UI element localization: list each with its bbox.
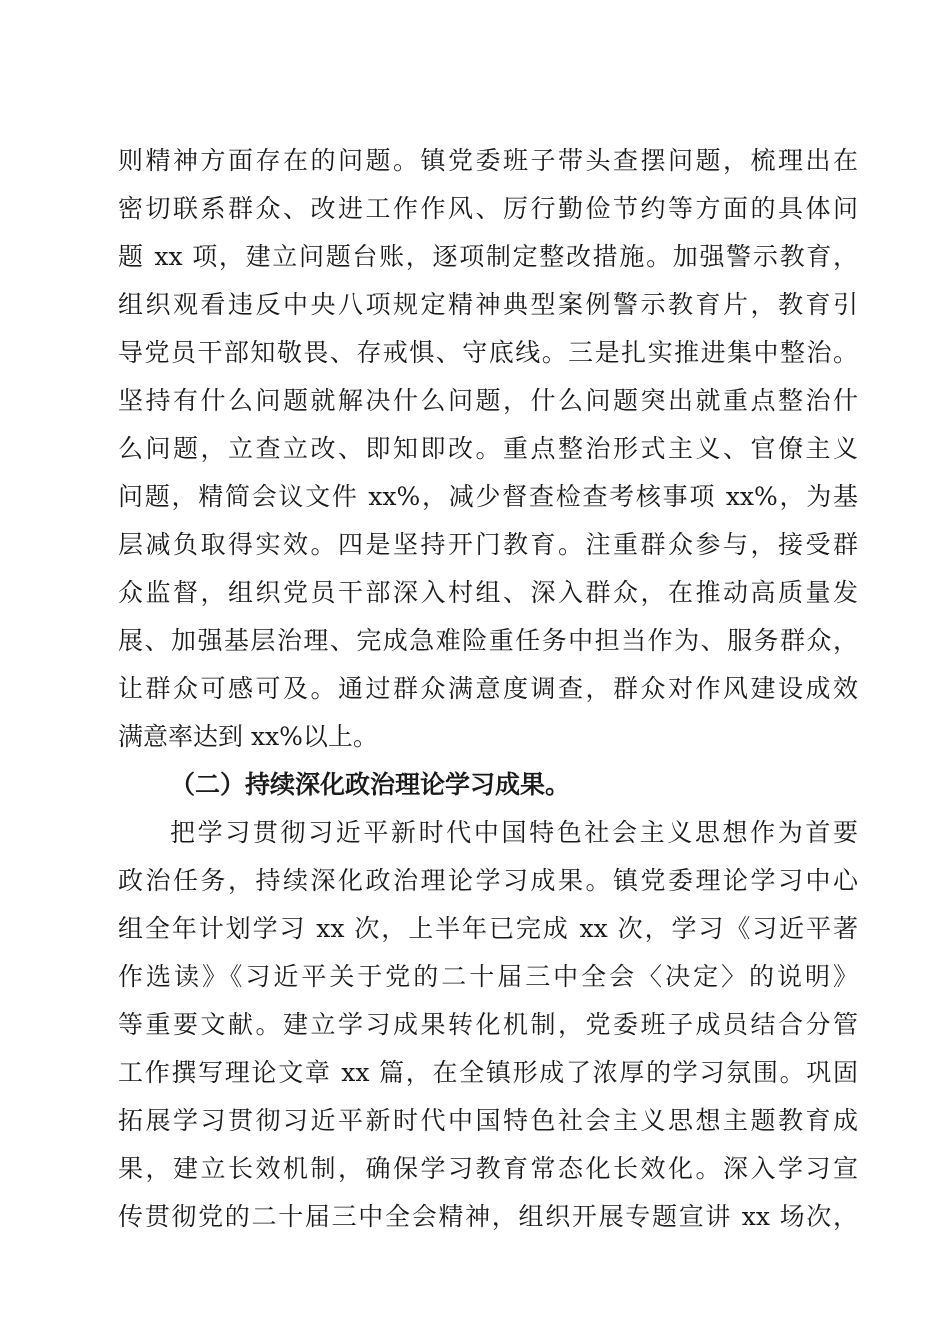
paragraph-line: 让群众可感可及。通过群众满意度调查，群众对作风建设成效 <box>118 674 858 703</box>
paragraph-line: 坚持有什么问题就解决什么问题，什么问题突出就重点整治什 <box>118 386 858 415</box>
paragraph-line: 展、加强基层治理、完成急难险重任务中担当作为、服务群众， <box>118 626 858 655</box>
paragraph-line: 则精神方面存在的问题。镇党委班子带头查摆问题，梳理出在 <box>118 146 858 175</box>
paragraph-line: 工作撰写理论文章 xx 篇，在全镇形成了浓厚的学习氛围。巩固 <box>118 1058 858 1087</box>
paragraph-line: 果，建立长效机制，确保学习教育常态化长效化。深入学习宣 <box>118 1154 858 1183</box>
paragraph-line: 把学习贯彻习近平新时代中国特色社会主义思想作为首要 <box>170 818 858 847</box>
paragraph-line: 密切联系群众、改进工作作风、厉行勤俭节约等方面的具体问 <box>118 194 858 223</box>
paragraph-line: 等重要文献。建立学习成果转化机制，党委班子成员结合分管 <box>118 1010 858 1039</box>
paragraph-line: 组全年计划学习 xx 次，上半年已完成 xx 次，学习《习近平著 <box>118 914 858 943</box>
paragraph-line: 政治任务，持续深化政治理论学习成果。镇党委理论学习中心 <box>118 866 858 895</box>
paragraph-line: 么问题，立查立改、即知即改。重点整治形式主义、官僚主义 <box>118 434 858 463</box>
section-heading: （二）持续深化政治理论学习成果。 <box>170 770 571 799</box>
paragraph-line: 层减负取得实效。四是坚持开门教育。注重群众参与，接受群 <box>118 530 858 559</box>
paragraph-line: 组织观看违反中央八项规定精神典型案例警示教育片，教育引 <box>118 290 858 319</box>
paragraph-line: 满意率达到 xx%以上。 <box>118 722 378 751</box>
paragraph-line: 题 xx 项，建立问题台账，逐项制定整改措施。加强警示教育， <box>118 242 858 271</box>
paragraph-line: 拓展学习贯彻习近平新时代中国特色社会主义思想主题教育成 <box>118 1106 858 1135</box>
paragraph-line: 作选读》《习近平关于党的二十届三中全会〈决定〉的说明》 <box>118 962 858 991</box>
paragraph-line: 传贯彻党的二十届三中全会精神，组织开展专题宣讲 xx 场次， <box>118 1202 858 1231</box>
paragraph-line: 导党员干部知敬畏、存戒惧、守底线。三是扎实推进集中整治。 <box>118 338 858 367</box>
paragraph-line: 众监督，组织党员干部深入村组、深入群众，在推动高质量发 <box>118 578 858 607</box>
paragraph-line: 问题，精简会议文件 xx%，减少督查检查考核事项 xx%，为基 <box>118 482 858 511</box>
